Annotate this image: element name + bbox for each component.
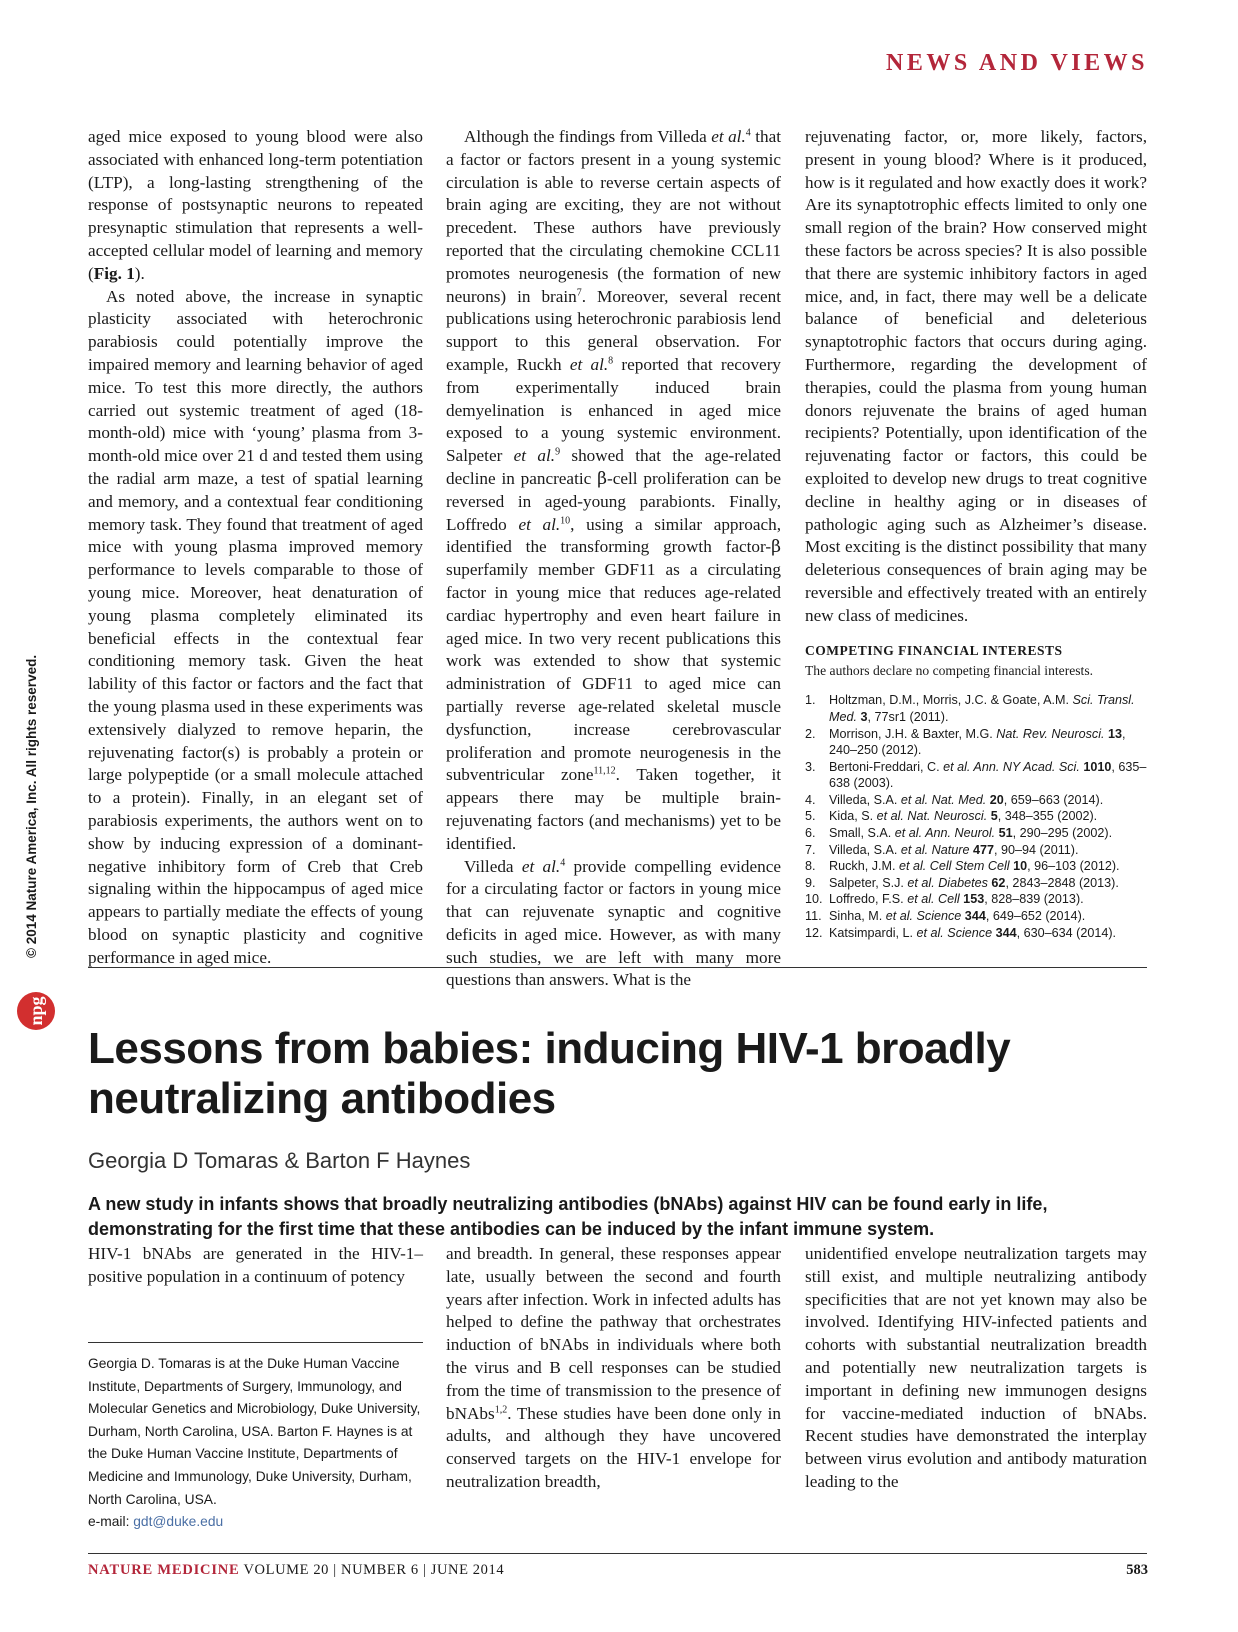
reference-number: 8. [805,859,816,874]
citation[interactable]: 1,2 [494,1403,508,1415]
reference-item[interactable] [805,792,1147,809]
reference-item[interactable] [805,759,1147,792]
reference-number: 9. [805,875,816,890]
reference-text: Sinha, M. et al. Science 344, 649–652 (2014). [829,909,1086,924]
issue-number: NUMBER 6 [341,1562,419,1578]
reference-item[interactable] [805,825,1147,842]
volume: VOLUME 20 [243,1562,330,1578]
reference-text: Bertoni-Freddari, C. et al. Ann. NY Acad. Sci. 1010, 635–638 (2003). [829,759,1147,791]
issue-date: JUNE 2014 [430,1562,505,1578]
competing-interests-text: The authors declare no competing financial interests. [805,663,1094,679]
reference-item[interactable] [805,908,1147,925]
reference-text: Villeda, S.A. et al. Nature 477, 90–94 (2011). [829,842,1079,857]
bottom-column-2 [446,1243,781,1494]
citation[interactable]: 8 [608,355,614,367]
reference-text: Kida, S. et al. Nat. Neurosci. 5, 348–355 (2002). [829,809,1098,824]
reference-item[interactable] [805,692,1147,725]
paragraph: Although the findings from Villeda et al.$^4$ that a factor or factors present in a young systemic circulation is able to reverse certain aspects of brain aging are exciting, they are not without precedent. These authors have previously reported that the circulating chemokine CCL11 promotes neurogenesis (the formation of new neurons) in brain$^7$. Moreover, several recent publications using heterochronic parabiosis lend support to this general observation. For example, Ruckh et al.$^8$ reported that recovery from experimentally induced brain demyelination is enhanced in aged mice exposed to a young systemic environment. Salpeter et al.$^9$ showed that the age-related decline in pancreatic β-cell proliferation can be reversed in aged-young parabionts. Finally, Loffredo et al.$^{10}$, using a similar approach, identified the transforming growth factor-β superfamily member GDF11 as a circulating factor in young mice that reduces age-related cardiac hypertrophy and even heart failure in aged mice. In two very recent publications this work was extended to show that systemic administration of GDF11 to aged mice can partially reverse age-related skeletal muscle dysfunction, increase cerebrovascular proliferation and promote neurogenesis in the subventricular zone$^{11,12}$. Taken together, it appears there may be multiple brain-rejuvenating factors (and mechanisms) yet to be identified. [446,127,782,853]
article-standfirst: A new study in infants shows that broadly neutralizing antibodies (bNAbs) against HIV can be found early in life, demonstrating for the first time that these antibodies can be induced by the infant immune system. [88,1194,1048,1239]
competing-interests-heading: COMPETING FINANCIAL INTERESTS [805,642,1063,658]
reference-text: Loffredo, F.S. et al. Cell 153, 828–839 (2013). [829,892,1084,907]
section-label: NEWS AND VIEWS [886,50,1148,76]
paragraph: HIV-1 bNAbs are generated in the HIV-1–positive population in a continuum of potency [88,1244,423,1286]
reference-number: 12. [805,925,823,940]
reference-number: 11. [805,909,822,924]
paragraph: aged mice exposed to young blood were also associated with enhanced long-term potentiation (LTP), a long-lasting strengthening of the response of postsynaptic neurons to repeated presynaptic stimulation that represents a well-accepted cellular model of learning and memory (Fig. 1). [88,127,423,283]
reference-number: 6. [805,826,816,841]
reference-text: Salpeter, S.J. et al. Diabetes 62, 2843–2848 (2013). [829,875,1119,890]
paragraph: and breadth. In general, these responses appear late, usually between the second and fourth years after infection. Work in infected adults has helped to define the pathway that orchestrates induction of bNAbs in individuals where both the virus and B cell responses can be studied from the time of transmission to the presence of bNAbs$^{1,2}$. These studies have been done only in adults, and although they have uncovered conserved targets on the HIV-1 envelope for neutralization breadth, [446,1244,781,1491]
reference-item[interactable] [805,891,1147,908]
reference-item[interactable] [805,858,1147,875]
reference-text: Katsimpardi, L. et al. Science 344, 630–634 (2014). [829,925,1117,940]
footer-journal-info: NATURE MEDICINE VOLUME 20 | NUMBER 6 | JUNE 2014 [88,1562,505,1578]
bottom-column-3 [805,1243,1147,1494]
reference-number: 1. [805,693,816,708]
paragraph: As noted above, the increase in synaptic plasticity associated with heterochronic parabiosis could potentially improve the impaired memory and learning behavior of aged mice. To test this more directly, the authors carried out systemic treatment of aged (18-month-old) mice with ‘young’ plasma from 3-month-old mice over 21 d and tested them using the radial arm maze, a test of spatial learning and memory, and a contextual fear conditioning memory task. They found that treatment of aged mice with young plasma improved memory performance to levels comparable to those of young mice. Moreover, heat denaturation of young plasma completely eliminated its beneficial effects in the contextual fear conditioning memory task. Given the heat lability of this factor or factors and the fact that the young plasma used in these experiments was extensively dialyzed to remove heparin, the rejuvenating factor(s) is probably a protein or large polypeptide (or a small molecule attached to a protein). Finally, in an elegant set of parabiosis experiments, the authors went on to show by inducing expression of a dominant-negative inhibitory form of Creb that Creb signaling within the hippocampus of aged mice appears to partially mediate the effects of young blood on synaptic plasticity and cognitive performance in aged mice. [88,286,423,967]
reference-text: Morrison, J.H. & Baxter, M.G. Nat. Rev. Neurosci. 13, 240–250 (2012). [829,726,1126,758]
citation[interactable]: 4 [745,127,751,139]
page-number: 583 [1126,1562,1148,1578]
reference-number: 2. [805,726,816,741]
reference-number: 3. [805,759,816,774]
citation[interactable]: 11,12 [593,765,616,777]
reference-item[interactable] [805,925,1147,942]
citation[interactable]: 10 [560,514,571,526]
article-divider [88,967,1147,968]
article-authors: Georgia D Tomaras & Barton F Haynes [88,1148,471,1173]
reference-number: 4. [805,792,816,807]
citation[interactable]: 7 [576,286,582,298]
author-affiliation: Georgia D. Tomaras is at the Duke Human Vaccine Institute, Departments of Surgery, Immunology, and Molecular Genetics and Microbiology, Duke University, Durham, North Carolina, USA. Barton F. Haynes is at the Duke Human Vaccine Institute, Departments of Medicine and Immunology, Duke University, Durham, North Carolina, USA. e-mail: gdt@duke.edu [88,1342,423,1534]
reference-text: Villeda, S.A. et al. Nat. Med. 20, 659–663 (2014). [829,792,1104,807]
reference-text: Small, S.A. et al. Ann. Neurol. 51, 290–295 (2002). [829,826,1113,841]
reference-text: Ruckh, J.M. et al. Cell Stem Cell 10, 96–103 (2012). [829,859,1120,874]
bottom-column-1 [88,1243,423,1289]
reference-item[interactable] [805,842,1147,859]
figure-reference[interactable]: Fig. 1 [93,263,135,283]
paragraph: rejuvenating factor, or, more likely, factors, present in young blood? Where is it produced, how is it regulated and how exactly does it work? Are its synaptotrophic effects limited to only one small region of the brain? How conserved might these factors be across species? It is also possible that there are systemic inhibitory factors in aged mice, and, in fact, there may well be a delicate balance of beneficial and deleterious synaptotrophic factors that occurs during aging. Furthermore, regarding the development of therapies, could the plasma from young human donors rejuvenate the brains of aged human recipients? Potentially, upon identification of the rejuvenating factor or factors, this could be exploited to develop new drugs to treat cognitive decline in healthy aging or in diseases of pathologic aging such as Alzheimer’s disease. Most exciting is the distinct possibility that many deleterious consequences of brain aging may be reversible and effectively treated with an entirely new class of medicines. [805,127,1147,625]
reference-item[interactable] [805,875,1147,892]
citation[interactable]: 9 [555,446,561,458]
reference-item[interactable] [805,726,1147,759]
top-column-1 [88,126,423,969]
npg-logo: npg [17,992,55,1030]
top-column-2 [446,126,781,992]
reference-item[interactable] [805,808,1147,825]
reference-number: 5. [805,809,816,824]
reference-text: Holtzman, D.M., Morris, J.C. & Goate, A.M. Sci. Transl. Med. 3, 77sr1 (2011). [829,693,1135,724]
email-link[interactable]: gdt@duke.edu [133,1514,224,1530]
reference-list [805,692,1147,941]
paragraph: unidentified envelope neutralization targets may still exist, and multiple neutralizing antibody specificities that are not yet known may also be involved. Identifying HIV-infected patients and cohorts with substantial neutralization breadth and potentially new neutralization targets is important in defining new immunogen designs for vaccine-mediated induction of bNAbs. Recent studies have demonstrated the interplay between virus evolution and antibody maturation leading to the [805,1244,1147,1491]
journal-name: NATURE MEDICINE [88,1562,240,1578]
footer-divider [88,1553,1147,1554]
citation[interactable]: 4 [560,856,566,868]
reference-number: 10. [805,892,823,907]
copyright-notice: © 2014 Nature America, Inc. All rights reserved. [24,654,39,958]
paragraph: Villeda et al.$^4$ provide compelling evidence for a circulating factor or factors in young mice that can rejuvenate synaptic and cognitive deficits in aged mice. However, as with many such studies, we are left with many more questions than answers. What is the [446,856,782,990]
reference-number: 7. [805,842,816,857]
article-title: Lessons from babies: inducing HIV-1 broadly neutralizing antibodies [88,1024,1011,1123]
top-column-3 [805,126,1147,941]
